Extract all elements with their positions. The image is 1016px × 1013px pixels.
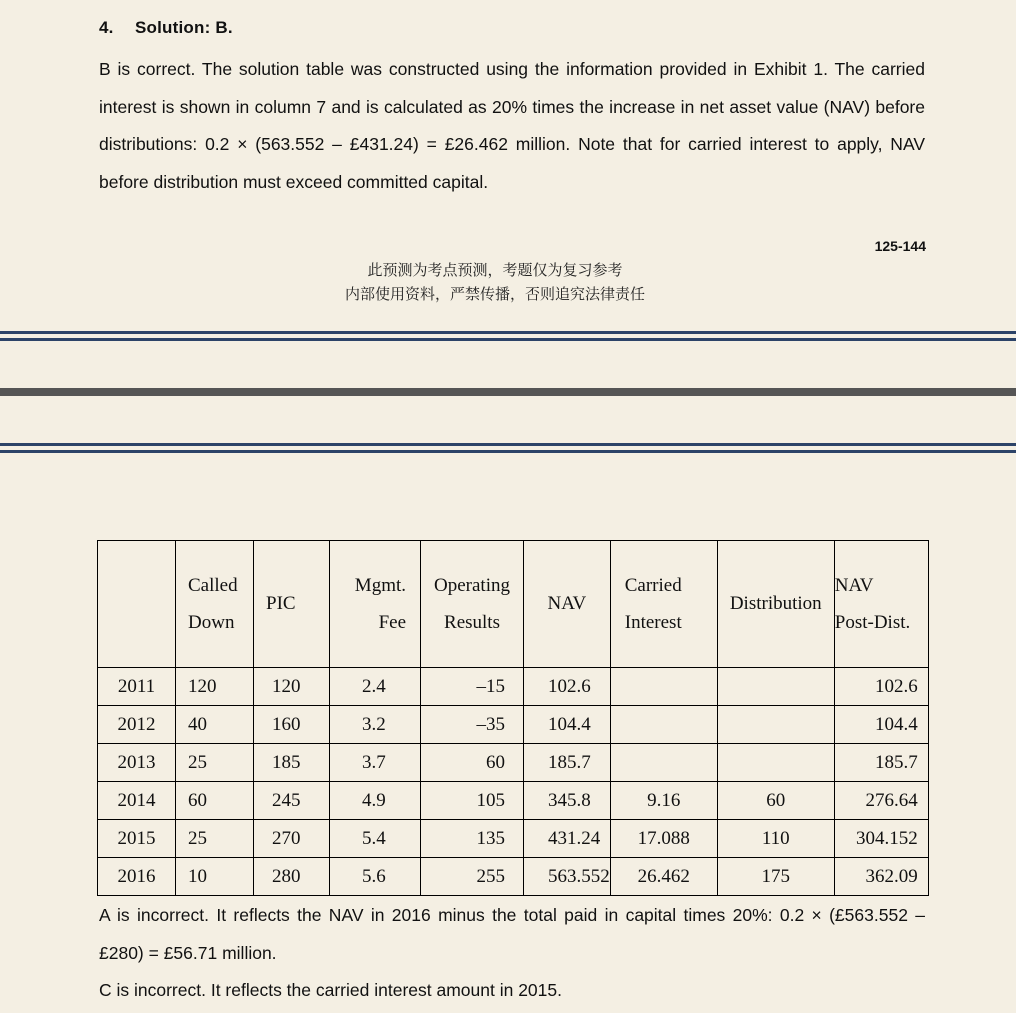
cell-called-down: 120 <box>176 668 254 706</box>
question-number: 4. <box>99 18 114 37</box>
answer-c-explanation: C is incorrect. It reflects the carried interest amount in 2015. <box>99 980 562 1000</box>
header-called-down: Called Down <box>176 541 254 668</box>
cell-mgmt-fee: 5.4 <box>330 820 421 858</box>
cell-carried-interest <box>610 744 717 782</box>
answer-a-explanation: A is incorrect. It reflects the NAV in 2016 minus the total paid in capital times 20%: 0.2 × (£563.552 – £280) = £56.71 million. <box>99 905 925 963</box>
divider-line <box>0 443 1016 446</box>
cell-nav: 102.6 <box>524 668 611 706</box>
divider-line <box>0 450 1016 453</box>
table-row <box>98 820 929 858</box>
watermark-line-2: 内部使用资料，严禁传播，否则追究法律责任 <box>344 285 645 303</box>
cell-year: 2013 <box>98 744 176 782</box>
answer-notes <box>99 897 925 1010</box>
cell-year: 2016 <box>98 858 176 896</box>
cell-operating-results: 135 <box>421 820 524 858</box>
cell-nav-post-dist: 104.4 <box>834 706 928 744</box>
header-nav-post-dist: NAV Post-Dist. <box>834 541 928 668</box>
cell-called-down: 10 <box>176 858 254 896</box>
divider-bar <box>0 388 1016 396</box>
table-row <box>98 668 929 706</box>
cell-nav-post-dist: 185.7 <box>834 744 928 782</box>
cell-operating-results: 60 <box>421 744 524 782</box>
divider-line <box>0 338 1016 341</box>
cell-nav: 185.7 <box>524 744 611 782</box>
cell-carried-interest: 9.16 <box>610 782 717 820</box>
cell-distribution: 110 <box>717 820 834 858</box>
cell-nav-post-dist: 102.6 <box>834 668 928 706</box>
cell-nav: 104.4 <box>524 706 611 744</box>
cell-nav: 563.552 <box>524 858 611 896</box>
divider-line <box>0 331 1016 334</box>
cell-carried-interest: 26.462 <box>610 858 717 896</box>
table-row <box>98 858 929 896</box>
cell-distribution <box>717 744 834 782</box>
cell-pic: 120 <box>254 668 330 706</box>
table-header-row <box>98 541 929 668</box>
watermark-line-1: 此预测为考点预测，考题仅为复习参考 <box>367 261 623 279</box>
cell-distribution: 175 <box>717 858 834 896</box>
header-carried-interest: Carried Interest <box>610 541 717 668</box>
cell-pic: 185 <box>254 744 330 782</box>
cell-pic: 270 <box>254 820 330 858</box>
cell-carried-interest <box>610 706 717 744</box>
cell-carried-interest <box>610 668 717 706</box>
cell-nav-post-dist: 276.64 <box>834 782 928 820</box>
cell-operating-results: –35 <box>421 706 524 744</box>
cell-called-down: 25 <box>176 744 254 782</box>
cell-mgmt-fee: 5.6 <box>330 858 421 896</box>
cell-year: 2014 <box>98 782 176 820</box>
solution-title: Solution: B. <box>135 18 233 37</box>
cell-year: 2012 <box>98 706 176 744</box>
header-distribution: Distribution <box>717 541 834 668</box>
cell-called-down: 40 <box>176 706 254 744</box>
table-row <box>98 706 929 744</box>
header-nav: NAV <box>524 541 611 668</box>
cell-called-down: 25 <box>176 820 254 858</box>
solution-table <box>97 540 929 896</box>
cell-pic: 245 <box>254 782 330 820</box>
cell-year: 2011 <box>98 668 176 706</box>
cell-pic: 160 <box>254 706 330 744</box>
cell-distribution <box>717 706 834 744</box>
cell-operating-results: 255 <box>421 858 524 896</box>
cell-nav: 345.8 <box>524 782 611 820</box>
table-row <box>98 782 929 820</box>
watermark-notice <box>240 258 750 306</box>
header-mgmt-fee: Mgmt. Fee <box>330 541 421 668</box>
cell-mgmt-fee: 2.4 <box>330 668 421 706</box>
cell-nav: 431.24 <box>524 820 611 858</box>
header-blank <box>98 541 176 668</box>
cell-year: 2015 <box>98 820 176 858</box>
cell-mgmt-fee: 3.2 <box>330 706 421 744</box>
solution-heading <box>99 18 233 38</box>
cell-nav-post-dist: 362.09 <box>834 858 928 896</box>
header-pic: PIC <box>254 541 330 668</box>
cell-operating-results: 105 <box>421 782 524 820</box>
table-row <box>98 744 929 782</box>
cell-distribution <box>717 668 834 706</box>
cell-pic: 280 <box>254 858 330 896</box>
cell-carried-interest: 17.088 <box>610 820 717 858</box>
cell-called-down: 60 <box>176 782 254 820</box>
cell-distribution: 60 <box>717 782 834 820</box>
cell-nav-post-dist: 304.152 <box>834 820 928 858</box>
cell-mgmt-fee: 3.7 <box>330 744 421 782</box>
explanation-paragraph: B is correct. The solution table was constructed using the information provided in Exhibit 1. The carried interest is shown in column 7 and is calculated as 20% times the increase in net asset value (NAV) before distributions: 0.2 × (563.552 – £431.24) = £26.462 million. Note that for carried interest to apply, NAV before distribution must exceed committed capital. <box>99 59 925 192</box>
cell-mgmt-fee: 4.9 <box>330 782 421 820</box>
cell-operating-results: –15 <box>421 668 524 706</box>
page-number: 125-144 <box>874 238 926 254</box>
header-operating-results: Operating Results <box>421 541 524 668</box>
